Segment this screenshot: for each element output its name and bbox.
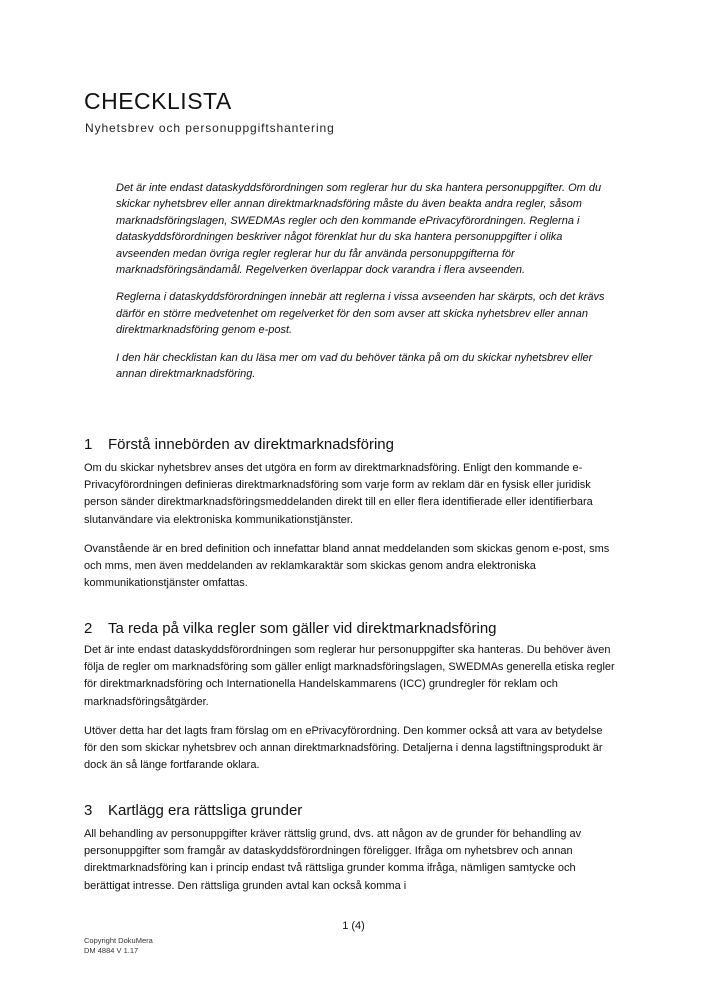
intro-block xyxy=(116,180,606,393)
page-number: 1 (4) xyxy=(342,920,365,932)
document-subtitle: Nyhetsbrev och personuppgiftshantering xyxy=(85,121,335,135)
document-title: CHECKLISTA xyxy=(84,88,232,114)
section-body-2 xyxy=(84,642,616,786)
document-id: DM 4884 V 1.17 xyxy=(84,946,139,955)
section-heading-3 xyxy=(84,802,302,819)
copyright-text: Copyright DokuMera xyxy=(84,936,153,945)
section-title: Kartlägg era rättsliga grunder xyxy=(108,802,303,819)
body-paragraph: Om du skickar nyhetsbrev anses det utgöra en form av direktmarknadsföring. Enligt den kommande e-Privacyförordningen definieras direktmarknadsföring som varje form av reklam där en fysisk eller juridisk person sänder direktmarknadsföringsmeddelanden direkt till en eller flera identifierade eller identifierbara slutanvändare via elektroniska kommunikationstjänster. xyxy=(84,462,593,526)
section-body-1 xyxy=(84,460,616,604)
section-number: 2 xyxy=(84,620,93,637)
section-heading-2 xyxy=(84,620,497,637)
intro-paragraph: Reglerna i dataskyddsförordningen innebär att reglerna i vissa avseenden har skärpts, och det krävs därför en större medvetenhet om regelverket för den som avser att skicka nyhetsbrev eller annan direktmarknadsföring genom e-post. xyxy=(116,291,605,337)
body-paragraph: Ovanstående är en bred definition och innefattar bland annat meddelanden som skickas genom e-post, sms och mms, men även meddelanden av reklamkaraktär som skickas genom andra elektroniska kommunikationstjänster omfattas. xyxy=(84,542,610,590)
section-heading-1 xyxy=(84,436,394,453)
footer-info xyxy=(84,936,153,956)
body-paragraph: Utöver detta har det lagts fram förslag om en ePrivacyförordning. Den kommer också att vara av betydelse för den som skickar nyhetsbrev och annan direktmarknadsföring. Detaljerna i denna lagstiftningsprodukt är dock än så länge fortfarande oklara. xyxy=(84,724,603,772)
section-number: 3 xyxy=(84,802,93,819)
intro-paragraph: Det är inte endast dataskyddsförordningen som reglerar hur du ska hantera personuppgifter. Om du skickar nyhetsbrev eller annan direktmarknadsföring måste du även beakta andra regler, såsom marknadsföringslagen, SWEDMAs regler och den kommande ePrivacyförordningen. Reglerna i dataskyddsförordningen beskriver något förenklat hur du ska hantera personuppgifter i olika avseenden medan övriga regler reglerar hur du får använda personuppgifterna för marknadsföringsändamål. Regelverken överlappar dock varandra i flera avseenden. xyxy=(116,182,602,277)
section-number: 1 xyxy=(84,436,93,453)
intro-paragraph: I den här checklistan kan du läsa mer om vad du behöver tänka på om du skickar nyhetsbrev eller annan direktmarknadsföring. xyxy=(116,351,593,381)
section-body-3 xyxy=(84,826,616,907)
section-title: Ta reda på vilka regler som gäller vid direktmarknadsföring xyxy=(108,620,497,637)
section-title: Förstå innebörden av direktmarknadsföring xyxy=(108,436,394,453)
body-paragraph: All behandling av personuppgifter kräver rättslig grund, dvs. att någon av de grunder för behandling av personuppgifter som framgår av dataskyddsförordningen föreligger. Ifråga om nyhetsbrev och annan direktmarknadsföring kan i princip endast två rättsliga grunder komma ifråga, nämligen samtycke och berättigat intresse. Den rättsliga grunden avtal kan också komma i xyxy=(84,828,582,892)
body-paragraph: Det är inte endast dataskyddsförordningen som reglerar hur personuppgifter ska hanteras. Du behöver även följa de regler om marknadsföring som gäller enligt marknadsföringslagen, SWEDMAs generella etiska regler för direktmarknadsföring och Internationella Handelskammarens (ICC) grundregler för reklam och marknadsföringsåtgärder. xyxy=(84,644,615,708)
